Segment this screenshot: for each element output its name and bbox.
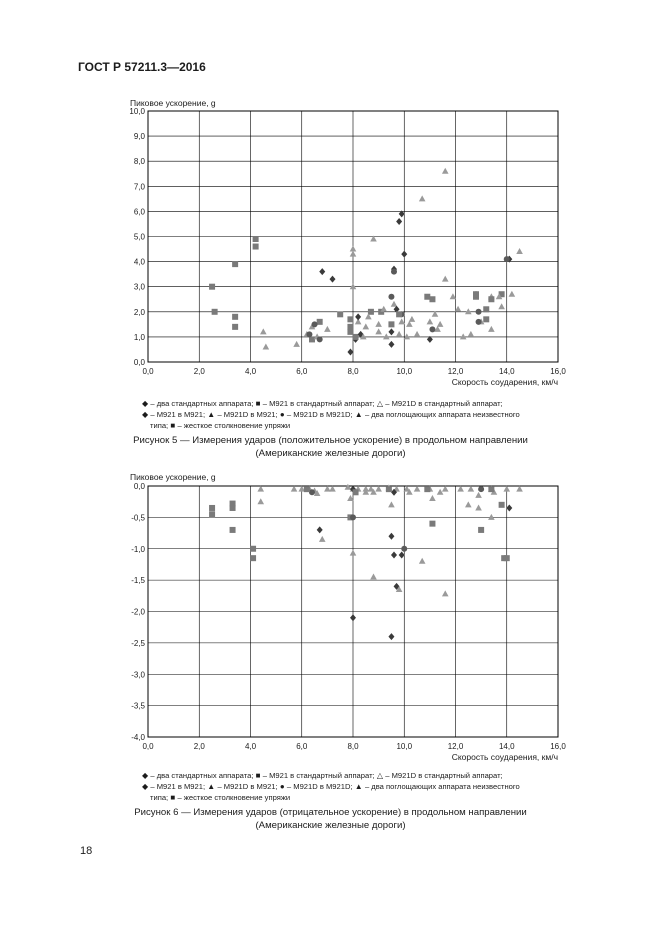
chart2-point-triangle <box>442 486 449 492</box>
chart2-point-diamond <box>350 614 356 621</box>
chart2-point-triangle <box>468 486 475 492</box>
chart1-y-tick-label: 9,0 <box>133 132 145 142</box>
chart2-x-tick-label: 16,0 <box>550 742 566 751</box>
chart1-y-axis-label: Пиковое ускорение, g <box>130 98 216 108</box>
chart2-point-triangle <box>363 489 370 495</box>
legend1-item-two-standard: – два стандартных аппарата; <box>150 399 254 408</box>
chart2-point-triangle <box>475 504 482 510</box>
chart2-point-diamond <box>506 504 512 511</box>
chart1-y-tick-label: 3,0 <box>133 282 145 292</box>
chart1-x-tick-label: 12,0 <box>447 367 464 376</box>
document-header: ГОСТ Р 57211.3—2016 <box>78 60 206 74</box>
chart2-point-diamond <box>391 552 397 559</box>
chart2-x-tick-label: 10,0 <box>396 742 413 751</box>
chart2-y-tick-label: 0,0 <box>133 482 145 491</box>
chart1-x-tick-label: 4,0 <box>244 367 257 376</box>
chart2-point-triangle <box>324 486 331 492</box>
chart2-point-square <box>429 521 435 527</box>
legend2-item-m921-std: – M921 в стандартный аппарат; <box>262 771 375 780</box>
legend1-item-m921-m921: – M921 в M921; <box>150 410 206 419</box>
chart2-x-tick-label: 14,0 <box>498 742 515 751</box>
chart2-x-tick-label: 2,0 <box>193 742 205 751</box>
chart2-y-tick-label: -2,5 <box>131 638 145 648</box>
chart2-x-tick-label: 0,0 <box>142 742 154 751</box>
chart2-point-square <box>488 486 494 492</box>
chart1-y-tick-label: 7,0 <box>133 182 145 192</box>
chart2-point-triangle <box>388 501 395 507</box>
chart1-y-tick-label: 2,0 <box>133 307 145 317</box>
chart2-x-tick-label: 6,0 <box>296 742 308 751</box>
legend1-item-m921d-m921d: – M921D в M921D; <box>286 410 353 419</box>
chart2-point-square <box>230 505 236 511</box>
legend2-item-m921-m921: – M921 в M921; <box>150 782 206 791</box>
chart2-point-triangle <box>465 501 472 507</box>
legend2-item-m921d-std: – M921D в стандартный аппарат; <box>385 771 503 780</box>
chart2-point-square <box>209 511 215 517</box>
chart2-y-tick-label: -3,5 <box>131 701 145 711</box>
chart2-point-square <box>230 527 236 533</box>
legend1-item-unknown: – два поглощающих аппарата неизвестного <box>364 410 520 419</box>
chart2-point-diamond <box>388 633 394 640</box>
chart2-point-triangle <box>442 590 449 596</box>
chart2-point-square <box>478 527 484 533</box>
chart1-x-tick-label: 14,0 <box>498 367 515 376</box>
chart2-point-triangle <box>291 486 298 492</box>
figure6-caption-line1: Рисунок 6 — Измерения ударов (отрицательное ускорение) в продольном направлении <box>134 807 527 818</box>
chart2-x-tick-label: 8,0 <box>347 742 359 751</box>
chart1-y-tick-label: 4,0 <box>133 257 145 267</box>
chart2-y-tick-label: -2,0 <box>131 607 145 617</box>
chart1-x-tick-label: 6,0 <box>296 367 308 376</box>
chart2-point-circle <box>478 486 484 492</box>
chart2-point-diamond <box>388 533 394 540</box>
chart2-x-axis-label: Скорость соударения, км/ч <box>451 752 558 762</box>
legend2-item-hard-coupling: – жесткое столкновение упряжи <box>177 793 291 802</box>
chart1-y-tick-label: 1,0 <box>133 332 145 342</box>
page-number: 18 <box>80 845 93 857</box>
chart2-point-square <box>304 486 310 492</box>
chart2-x-tick-label: 12,0 <box>447 742 464 751</box>
chart2-point-square <box>250 555 256 561</box>
chart2-point-circle <box>350 514 356 520</box>
chart2-point-square <box>386 486 392 492</box>
chart2-point-triangle <box>257 498 264 504</box>
chart2-point-triangle <box>370 573 377 579</box>
chart1-y-tick-label: 5,0 <box>133 232 145 242</box>
chart2-point-triangle <box>488 514 495 520</box>
chart2-point-triangle <box>429 495 436 501</box>
chart2-point-triangle <box>475 492 482 498</box>
chart2-point-square <box>499 502 505 508</box>
legend2-item-m921d-m921d: – M921D в M921D; <box>286 782 353 791</box>
chart1-x-tick-label: 10,0 <box>396 367 413 376</box>
chart2-y-tick-label: -1,0 <box>131 544 145 554</box>
chart2-point-triangle <box>503 486 510 492</box>
chart1-x-tick-label: 0,0 <box>142 367 154 376</box>
legend2-item-two-standard: – два стандартных аппарата; <box>150 771 254 780</box>
chart2-point-triangle <box>375 486 382 492</box>
chart2-y-tick-label: -4,0 <box>131 733 145 742</box>
chart1-x-tick-label: 2,0 <box>193 367 205 376</box>
legend1-item-m921-std: – M921 в стандартный аппарат; <box>262 399 375 408</box>
chart2-point-circle <box>401 546 407 552</box>
chart2-y-axis-label: Пиковое ускорение, g <box>130 472 216 482</box>
figure6-caption-line2: (Американские железные дороги) <box>255 820 406 831</box>
chart2-point-triangle <box>516 486 523 492</box>
chart2-point-triangle <box>419 558 426 564</box>
legend1-item-hard-coupling: – жесткое столкновение упряжи <box>177 421 291 430</box>
legend1-item-m921d-std: – M921D в стандартный аппарат; <box>385 399 503 408</box>
figure6-caption <box>100 806 561 832</box>
chart2-legend: ◆ – два стандартных аппарата; ■ – M921 в стандартный аппарат; △ – M921D в стандартный аппарат; ◆ – M921 в M921; ▲ – M921D в M921; ● – M921D в M921D; ▲ – два поглощающих аппарата неизвестного типа; ■ – жесткое столкновение упряжи <box>142 771 520 802</box>
legend2-item-unknown: – два поглощающих аппарата неизвестного <box>364 782 520 791</box>
chart2-point-square <box>209 505 215 511</box>
figure5-caption-line1: Рисунок 5 — Измерения ударов (положительное ускорение) в продольном направлении <box>133 435 528 446</box>
chart2-point-diamond <box>399 552 405 559</box>
chart1-x-tick-label: 16,0 <box>550 367 566 376</box>
chart2-y-tick-label: -1,5 <box>131 576 145 586</box>
chart2-point-triangle <box>457 486 464 492</box>
legend1-item-unknown-cont: типа; <box>150 421 169 430</box>
chart2-point-triangle <box>329 486 336 492</box>
chart2-point-triangle <box>257 486 264 492</box>
chart1-y-tick-label: 10,0 <box>129 107 145 116</box>
chart1-y-tick-label: 6,0 <box>133 207 145 217</box>
legend2-item-m921d-m921: – M921D в M921; <box>217 782 278 791</box>
chart1-y-tick-label: 8,0 <box>133 157 145 167</box>
chart2-point-diamond <box>317 526 323 533</box>
chart1-x-axis-label: Скорость соударения, км/ч <box>451 377 558 387</box>
chart2-y-tick-label: -0,5 <box>131 513 145 523</box>
chart2-point-triangle <box>319 536 326 542</box>
chart2-point-square <box>353 489 359 495</box>
chart1-legend: ◆ – два стандартных аппарата; ■ – M921 в стандартный аппарат; △ – M921D в стандартный аппарат; ◆ – M921 в M921; ▲ – M921D в M921; ● – M921D в M921D; ▲ – два поглощающих аппарата неизвестного типа; ■ – жесткое столкновение упряжи <box>142 399 520 430</box>
chart2-point-square <box>424 486 430 492</box>
chart2-point-triangle <box>414 486 421 492</box>
chart2-point-circle <box>309 489 315 495</box>
chart2-point-triangle <box>345 484 352 490</box>
figure5-caption-line2: (Американские железные дороги) <box>255 448 406 459</box>
chart2-point-square <box>250 546 256 552</box>
legend2-item-unknown-cont: типа; <box>150 793 169 802</box>
chart2-point-square <box>501 555 507 561</box>
chart2-x-tick-label: 4,0 <box>244 742 257 751</box>
chart2-y-tick-label: -3,0 <box>131 670 145 680</box>
chart1-y-tick-label: 0,0 <box>133 358 145 367</box>
legend1-item-m921d-m921: – M921D в M921; <box>217 410 278 419</box>
chart2-point-triangle <box>437 489 444 495</box>
chart1-x-tick-label: 8,0 <box>347 367 359 376</box>
chart2-point-triangle <box>350 550 357 556</box>
